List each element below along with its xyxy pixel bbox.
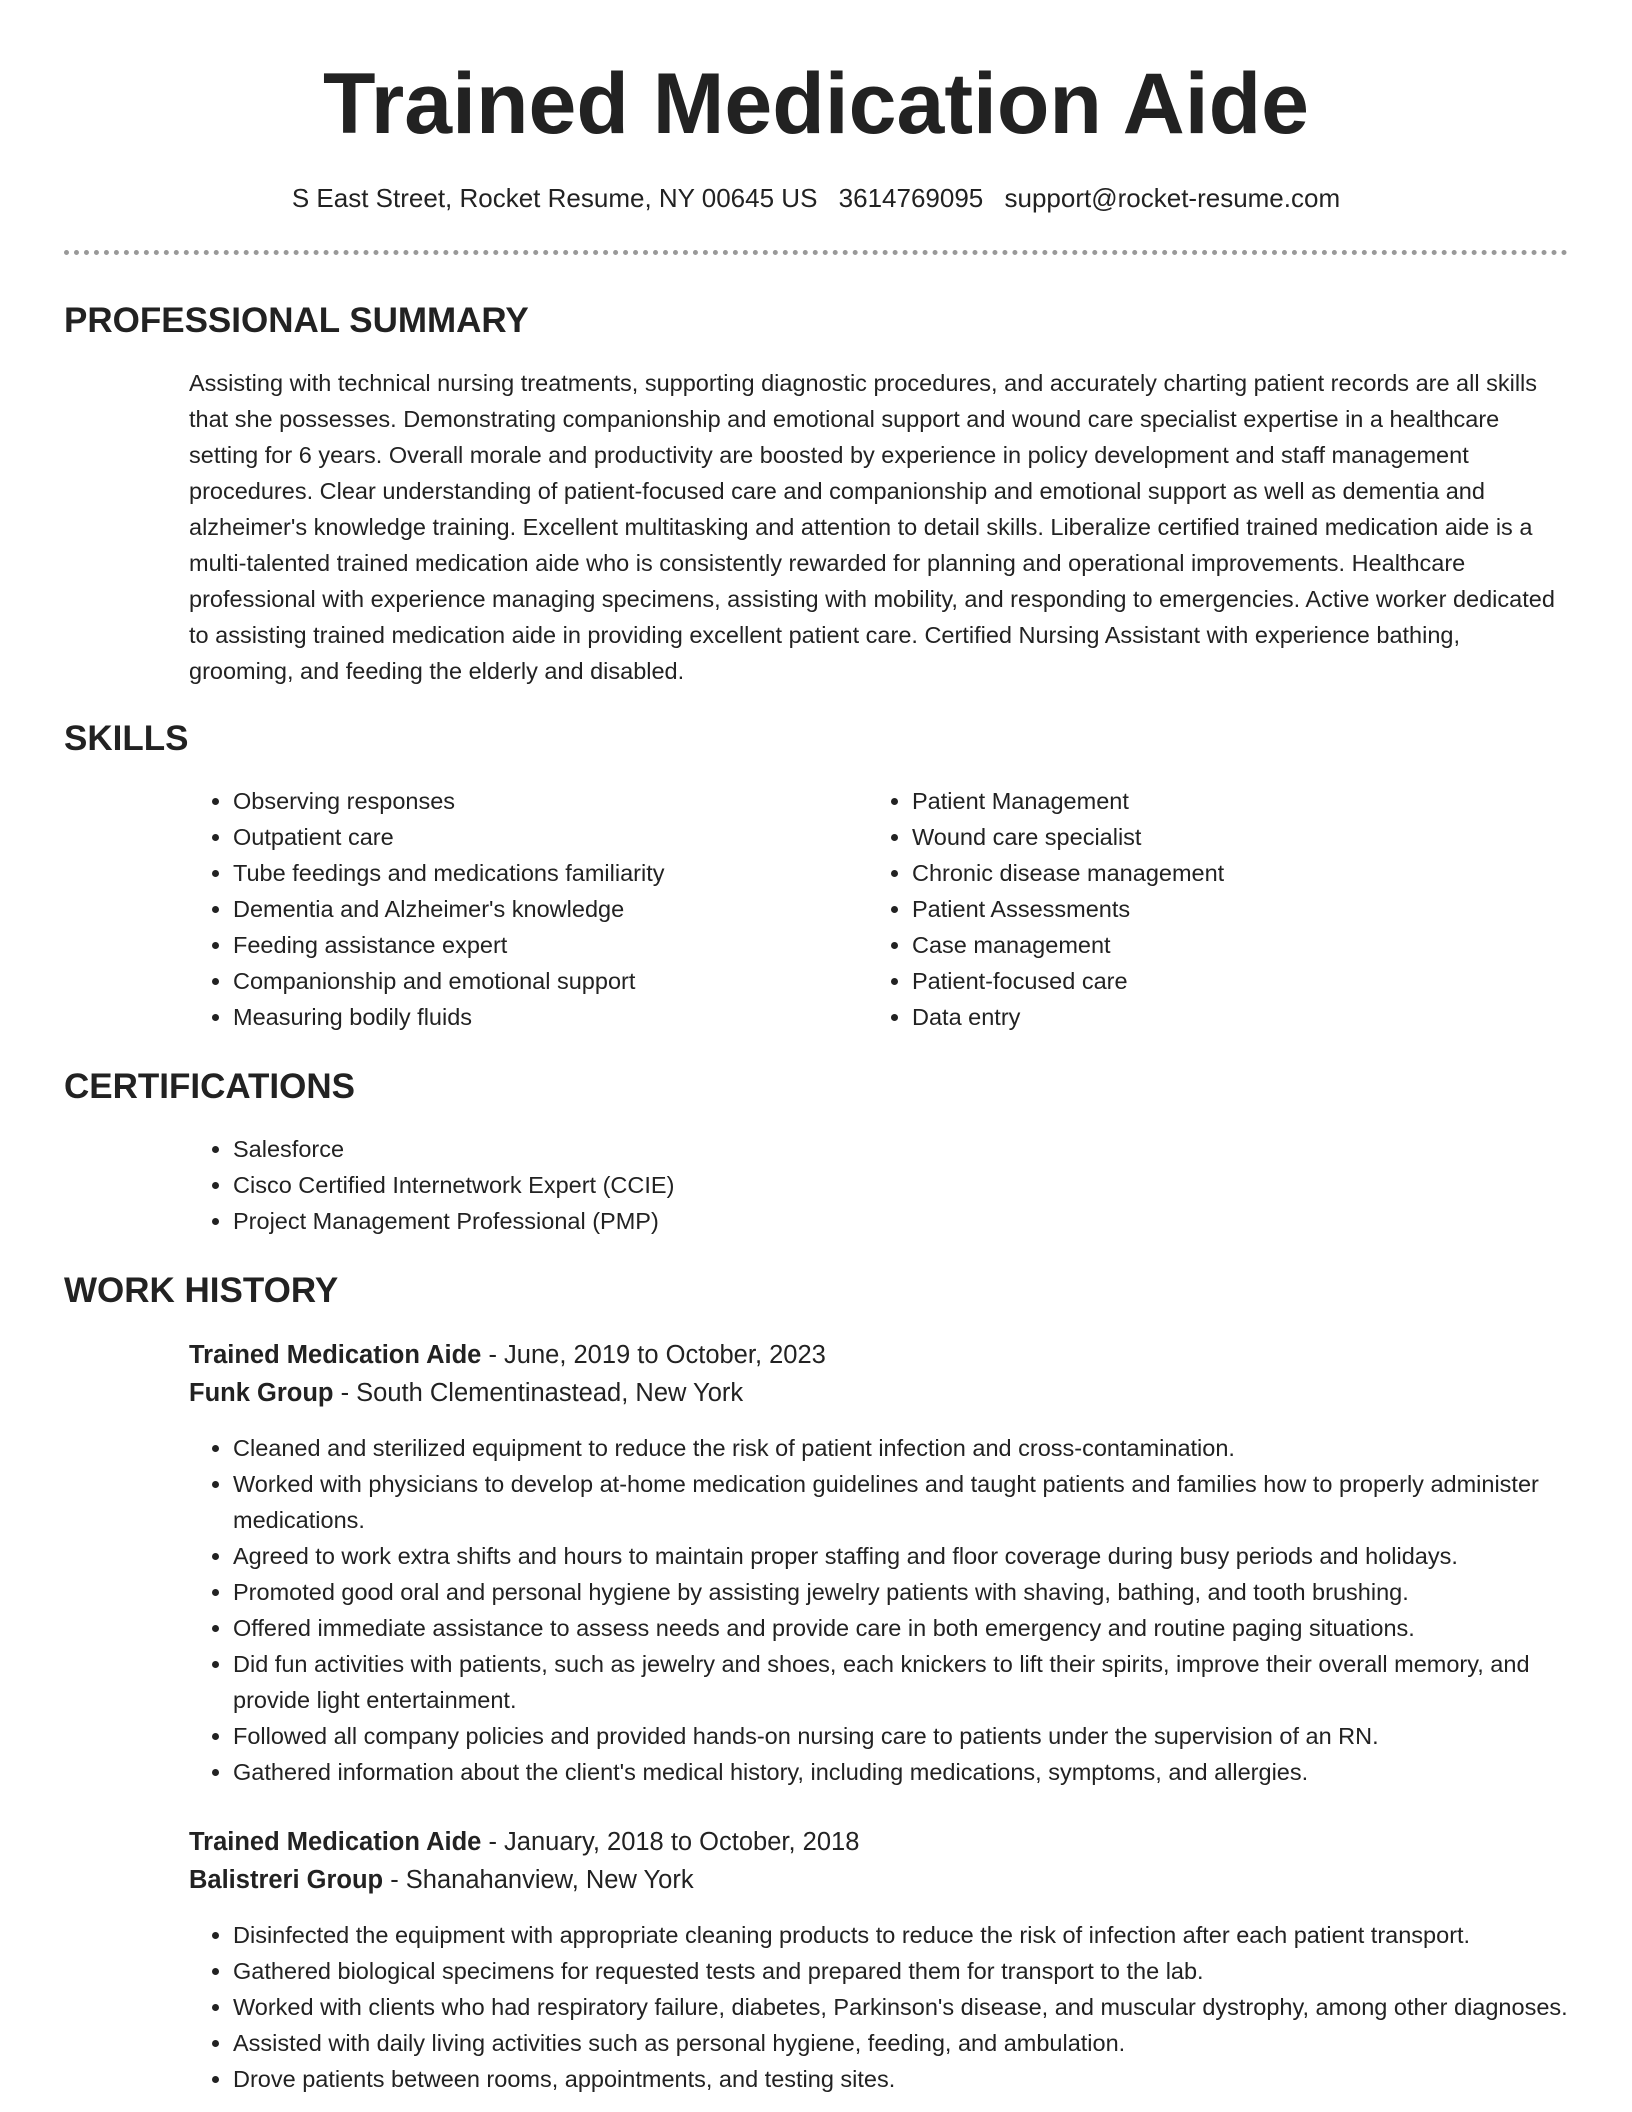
skill-item: • Chronic disease management: [912, 855, 1532, 891]
job-role: Trained Medication Aide: [189, 1828, 482, 1856]
skill-item: • Companionship and emotional support: [233, 963, 853, 999]
job-role: Trained Medication Aide: [189, 1341, 482, 1369]
duty-item: • Disinfected the equipment with appropriate cleaning products to reduce the risk of infection after each patient transport.: [233, 1917, 1613, 1953]
skill-item: • Patient Management: [912, 783, 1532, 819]
skills-heading: SKILLS: [64, 719, 189, 758]
skill-item: • Outpatient care: [233, 819, 853, 855]
duty-item: • Followed all company policies and provided hands-on nursing care to patients under the supervision of an RN.: [233, 1718, 1613, 1754]
skill-item: • Patient-focused care: [912, 963, 1532, 999]
duty-item: • Drove patients between rooms, appointments, and testing sites.: [233, 2061, 1613, 2097]
duty-item: • Gathered information about the client's medical history, including medications, symptoms, and allergies.: [233, 1754, 1613, 1790]
header-divider: [64, 250, 1568, 255]
duty-item: • Offered immediate assistance to assess needs and provide care in both emergency and routine paging situations.: [233, 1610, 1613, 1646]
duty-item: • Gathered biological specimens for requested tests and prepared them for transport to the lab.: [233, 1953, 1613, 1989]
work-history-heading: WORK HISTORY: [64, 1271, 339, 1310]
job-2-title-line: [189, 1823, 859, 1861]
contact-line: [0, 180, 1632, 216]
duty-item: • Assisted with daily living activities such as personal hygiene, feeding, and ambulation.: [233, 2025, 1613, 2061]
job-company: Balistreri Group: [189, 1866, 384, 1894]
job-1-duties: [189, 1430, 1613, 1790]
skill-item: • Patient Assessments: [912, 891, 1532, 927]
summary-heading: PROFESSIONAL SUMMARY: [64, 301, 529, 340]
skills-list-left: [189, 783, 853, 1035]
job-1-company-line: [189, 1374, 743, 1412]
certifications-list: [189, 1131, 1573, 1239]
duty-item: • Worked with physicians to develop at-home medication guidelines and taught patients and families how to properly administer medications.: [233, 1466, 1613, 1538]
contact-address: S East Street, Rocket Resume, NY 00645 US: [291, 183, 818, 213]
skill-item: • Measuring bodily fluids: [233, 999, 853, 1035]
certification-item: • Cisco Certified Internetwork Expert (CCIE): [233, 1167, 1573, 1203]
summary-text: Assisting with technical nursing treatments, supporting diagnostic procedures, and accurately charting patient records are all skills that she possesses. Demonstrating companionship and emotional support and wound care specialist expertise in a healthcare setting for 6 years. Overall morale and productivity are boosted by experience in policy development and staff management procedures. Clear understanding of patient-focused care and companionship and emotional support as well as dementia and alzheimer's knowledge training. Excellent multitasking and attention to detail skills. Liberalize certified trained medication aide is a multi-talented trained medication aide who is consistently rewarded for planning and operational improvements. Healthcare professional with experience managing specimens, assisting with mobility, and responding to emergencies. Active worker dedicated to assisting trained medication aide in providing excellent patient care. Certified Nursing Assistant with experience bathing, grooming, and feeding the elderly and disabled.: [189, 370, 1555, 684]
job-location: - South Clementinastead, New York: [333, 1379, 744, 1407]
skill-item: • Wound care specialist: [912, 819, 1532, 855]
job-2-company-line: [189, 1861, 694, 1899]
job-dates: - January, 2018 to October, 2018: [481, 1828, 860, 1856]
job-location: - Shanahanview, New York: [383, 1866, 694, 1894]
contact-phone: 3614769095: [838, 183, 984, 213]
skills-list-right: [868, 783, 1532, 1035]
skill-item: • Data entry: [912, 999, 1532, 1035]
duty-item: • Agreed to work extra shifts and hours to maintain proper staffing and floor coverage during busy periods and holidays.: [233, 1538, 1613, 1574]
job-company: Funk Group: [189, 1379, 334, 1407]
job-2-duties: [189, 1917, 1613, 2097]
job-dates: - June, 2019 to October, 2023: [481, 1341, 826, 1369]
skill-item: • Feeding assistance expert: [233, 927, 853, 963]
duty-item: • Worked with clients who had respiratory failure, diabetes, Parkinson's disease, and muscular dystrophy, among other diagnoses.: [233, 1989, 1613, 2025]
skill-item: • Case management: [912, 927, 1532, 963]
skill-item: • Dementia and Alzheimer's knowledge: [233, 891, 853, 927]
duty-item: • Did fun activities with patients, such as jewelry and shoes, each knickers to lift their spirits, improve their overall memory, and provide light entertainment.: [233, 1646, 1613, 1718]
skill-item: • Tube feedings and medications familiarity: [233, 855, 853, 891]
duty-item: • Cleaned and sterilized equipment to reduce the risk of patient infection and cross-contamination.: [233, 1430, 1613, 1466]
duty-item: • Promoted good oral and personal hygiene by assisting jewelry patients with shaving, bathing, and tooth brushing.: [233, 1574, 1613, 1610]
contact-email: support@rocket-resume.com: [1004, 183, 1341, 213]
job-1-title-line: [189, 1336, 826, 1374]
certifications-heading: CERTIFICATIONS: [64, 1067, 356, 1106]
certification-item: • Salesforce: [233, 1131, 1573, 1167]
certification-item: • Project Management Professional (PMP): [233, 1203, 1573, 1239]
skill-item: • Observing responses: [233, 783, 853, 819]
candidate-name: Trained Medication Aide: [323, 56, 1309, 152]
